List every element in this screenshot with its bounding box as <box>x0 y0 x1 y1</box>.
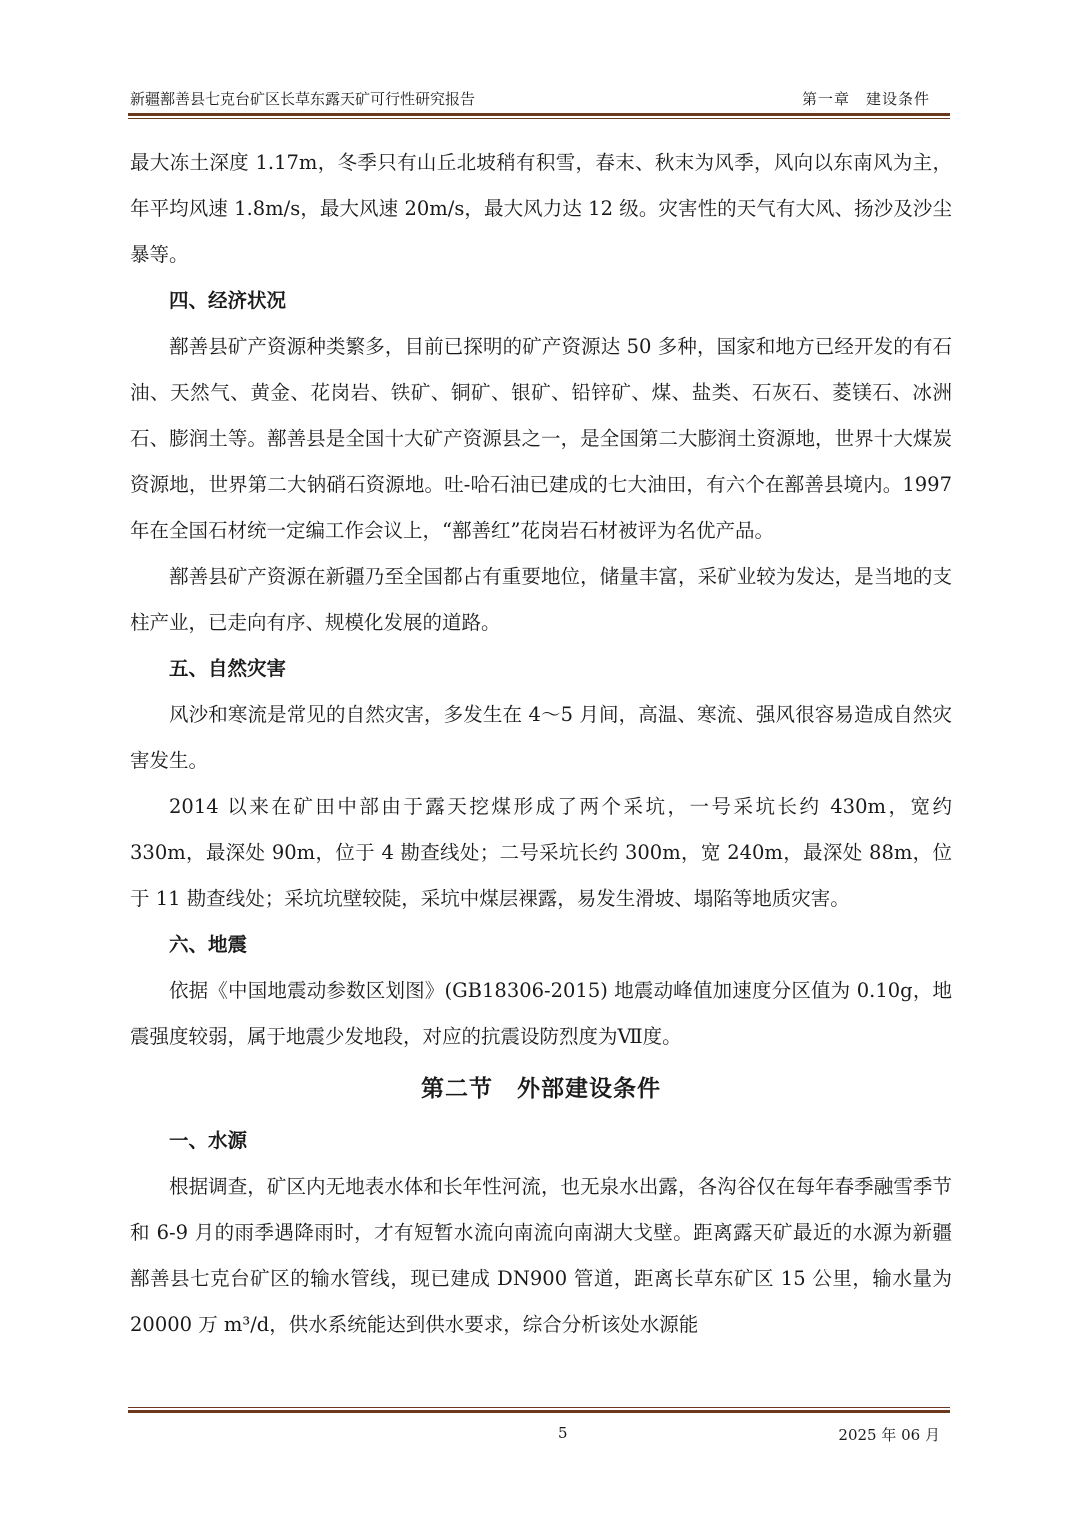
page-header <box>130 88 950 112</box>
report-date: 2025 年 06 月 <box>838 1426 940 1444</box>
paragraph-disaster-1: 风沙和寒流是常见的自然灾害，多发生在 4～5 月间，高温、寒流、强风很容易造成自然灾害发生。 <box>130 703 952 772</box>
paragraph-earthquake: 依据《中国地震动参数区划图》(GB18306-2015) 地震动峰值加速度分区值为 0.10g，地震强度较弱，属于地震少发地段，对应的抗震设防烈度为Ⅶ度。 <box>130 979 952 1048</box>
header-rule-thin <box>128 118 950 119</box>
footer-rule-thick <box>128 1410 950 1413</box>
paragraph-economy-2: 鄯善县矿产资源在新疆乃至全国都占有重要地位，储量丰富，采矿业较为发达，是当地的支柱产业，已走向有序、规模化发展的道路。 <box>130 565 952 634</box>
paragraph-disaster-2: 2014 以来在矿田中部由于露天挖煤形成了两个采坑，一号采坑长约 430m，宽约 330m，最深处 90m，位于 4 勘查线处；二号采坑长约 300m，宽 240m，最深处 88m，位于 11 勘查线处；采坑坑壁较陡，采坑中煤层裸露，易发生滑坡、塌陷等地质灾害。 <box>130 795 952 910</box>
header-rule-thick <box>128 113 950 116</box>
heading-water-source: 一、水源 <box>169 1129 248 1152</box>
paragraph-water-source: 根据调查，矿区内无地表水体和长年性河流，也无泉水出露，各沟谷仅在每年春季融雪季节和 6-9 月的雨季遇降雨时，才有短暂水流向南流向南湖大戈壁。距离露天矿最近的水源为新疆鄯善县七克台矿区的输水管线，现已建成 DN900 管道，距离长草东矿区 15 公里，输水量为 20000 万 m³/d，供水系统能达到供水要求，综合分析该处水源能 <box>130 1175 952 1336</box>
page-number: 5 <box>558 1424 568 1442</box>
paragraph-economy-1: 鄯善县矿产资源种类繁多，目前已探明的矿产资源达 50 多种，国家和地方已经开发的有石油、天然气、黄金、花岗岩、铁矿、铜矿、银矿、铅锌矿、煤、盐类、石灰石、菱镁石、冰洲石、膨润土等。鄯善县是全国十大矿产资源县之一，是全国第二大膨润土资源地，世界十大煤炭资源地，世界第二大钠硝石资源地。吐-哈石油已建成的七大油田，有六个在鄯善县境内。1997 年在全国石材统一定编工作会议上，“鄯善红”花岗岩石材被评为名优产品。 <box>130 335 952 542</box>
page-content <box>130 140 952 1348</box>
footer-rule-thin <box>128 1407 950 1408</box>
heading-economy: 四、经济状况 <box>169 289 287 312</box>
heading-earthquake: 六、地震 <box>169 933 248 956</box>
heading-natural-disaster: 五、自然灾害 <box>169 657 287 680</box>
section-title: 第二节 外部建设条件 <box>421 1075 661 1102</box>
paragraph-climate-continued: 最大冻土深度 1.17m，冬季只有山丘北坡稍有积雪，春末、秋末为风季，风向以东南风为主，年平均风速 1.8m/s，最大风速 20m/s，最大风力达 12 级。灾害性的天气有大风、扬沙及沙尘暴等。 <box>130 151 952 266</box>
chapter-label: 第一章 建设条件 <box>801 90 930 108</box>
report-title: 新疆鄯善县七克台矿区长草东露天矿可行性研究报告 <box>130 90 476 108</box>
